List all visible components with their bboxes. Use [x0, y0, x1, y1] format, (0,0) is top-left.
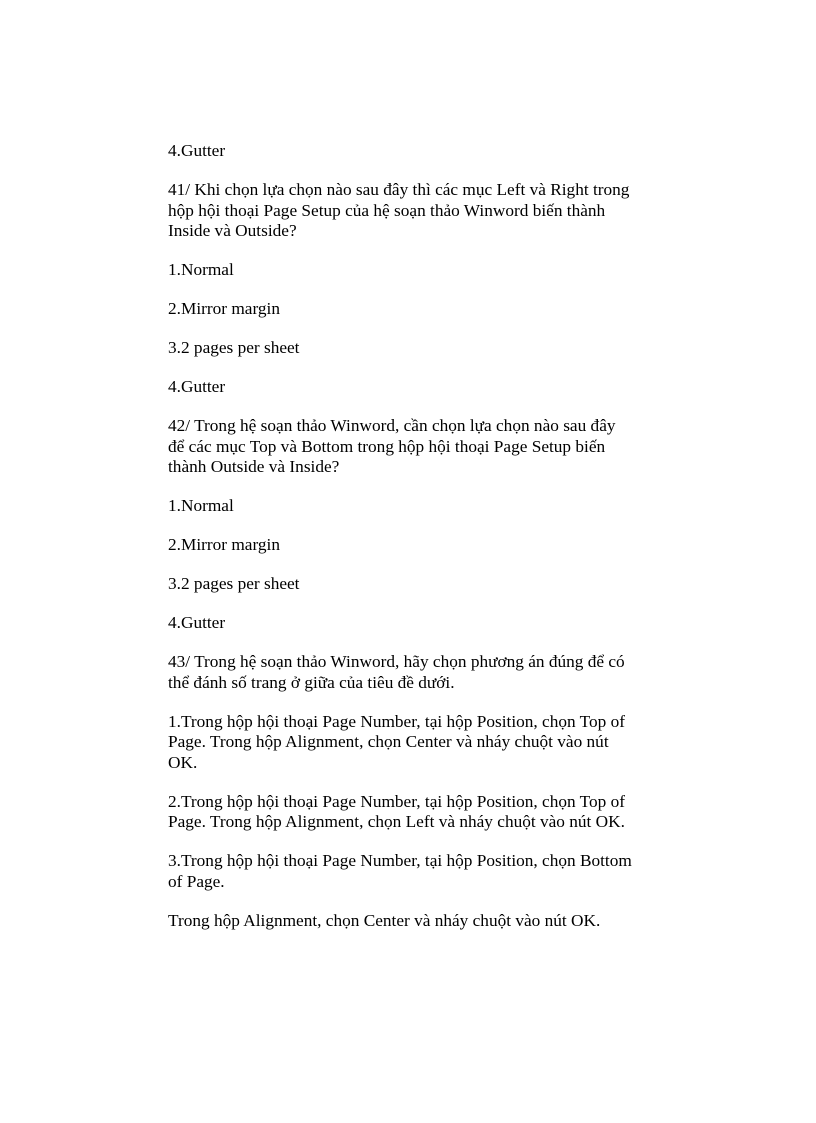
option-3-pages-per-sheet	[168, 574, 678, 595]
paragraph-line: 43/ Trong hệ soạn thảo Winword, hãy chọn phương án đúng để có	[168, 652, 625, 671]
option-2-mirror-margin	[168, 535, 678, 556]
option-4-gutter	[168, 377, 678, 398]
option-4-gutter	[168, 141, 678, 162]
option-1-normal	[168, 496, 678, 517]
option-2-mirror-margin	[168, 299, 678, 320]
paragraph-line: 41/ Khi chọn lựa chọn nào sau đây thì các mục Left và Right trong	[168, 180, 630, 199]
option-3-pages-per-sheet	[168, 338, 678, 359]
paragraph-line: để các mục Top và Bottom trong hộp hội thoại Page Setup biến	[168, 436, 606, 456]
option-3-bottom	[168, 851, 678, 892]
option-1-normal	[168, 260, 678, 281]
paragraph-line: OK.	[168, 752, 198, 772]
paragraph-line: 2.Trong hộp hội thoại Page Number, tại hộp Position, chọn Top of	[168, 791, 625, 811]
document-body	[168, 141, 678, 950]
option-3-continuation	[168, 911, 678, 932]
paragraph-line: 4.Gutter	[168, 377, 226, 396]
paragraph-line: 1.Trong hộp hội thoại Page Number, tại hộp Position, chọn Top of	[168, 711, 625, 731]
paragraph-line: of Page.	[168, 871, 225, 891]
paragraph-line: 2.Mirror margin	[168, 299, 280, 318]
paragraph-line: Trong hộp Alignment, chọn Center và nháy chuột vào nút OK.	[168, 910, 601, 930]
paragraph-line: Page. Trong hộp Alignment, chọn Center và nháy chuột vào nút	[168, 732, 609, 751]
paragraph-line: thành Outside và Inside?	[168, 457, 340, 476]
paragraph-line: 3.2 pages per sheet	[168, 338, 300, 357]
question-43	[168, 652, 678, 693]
paragraph-line: 1.Normal	[168, 260, 234, 279]
paragraph-line: 1.Normal	[168, 496, 234, 515]
option-1-top-center	[168, 712, 678, 774]
paragraph-line: 3.Trong hộp hội thoại Page Number, tại hộp Position, chọn Bottom	[168, 851, 632, 870]
paragraph-line: 4.Gutter	[168, 613, 226, 632]
paragraph-line: 4.Gutter	[168, 141, 226, 160]
paragraph-line: Inside và Outside?	[168, 221, 297, 240]
question-42	[168, 416, 678, 478]
option-2-top-left	[168, 792, 678, 833]
paragraph-line: 3.2 pages per sheet	[168, 574, 300, 593]
question-41	[168, 180, 678, 242]
option-4-gutter	[168, 613, 678, 634]
paragraph-line: thể đánh số trang ở giữa của tiêu đề dưới.	[168, 672, 455, 692]
paragraph-line: Page. Trong hộp Alignment, chọn Left và nháy chuột vào nút OK.	[168, 812, 625, 831]
paragraph-line: 42/ Trong hệ soạn thảo Winword, cần chọn lựa chọn nào sau đây	[168, 416, 616, 435]
paragraph-line: 2.Mirror margin	[168, 535, 280, 554]
paragraph-line: hộp hội thoại Page Setup của hệ soạn thảo Winword biến thành	[168, 200, 606, 220]
